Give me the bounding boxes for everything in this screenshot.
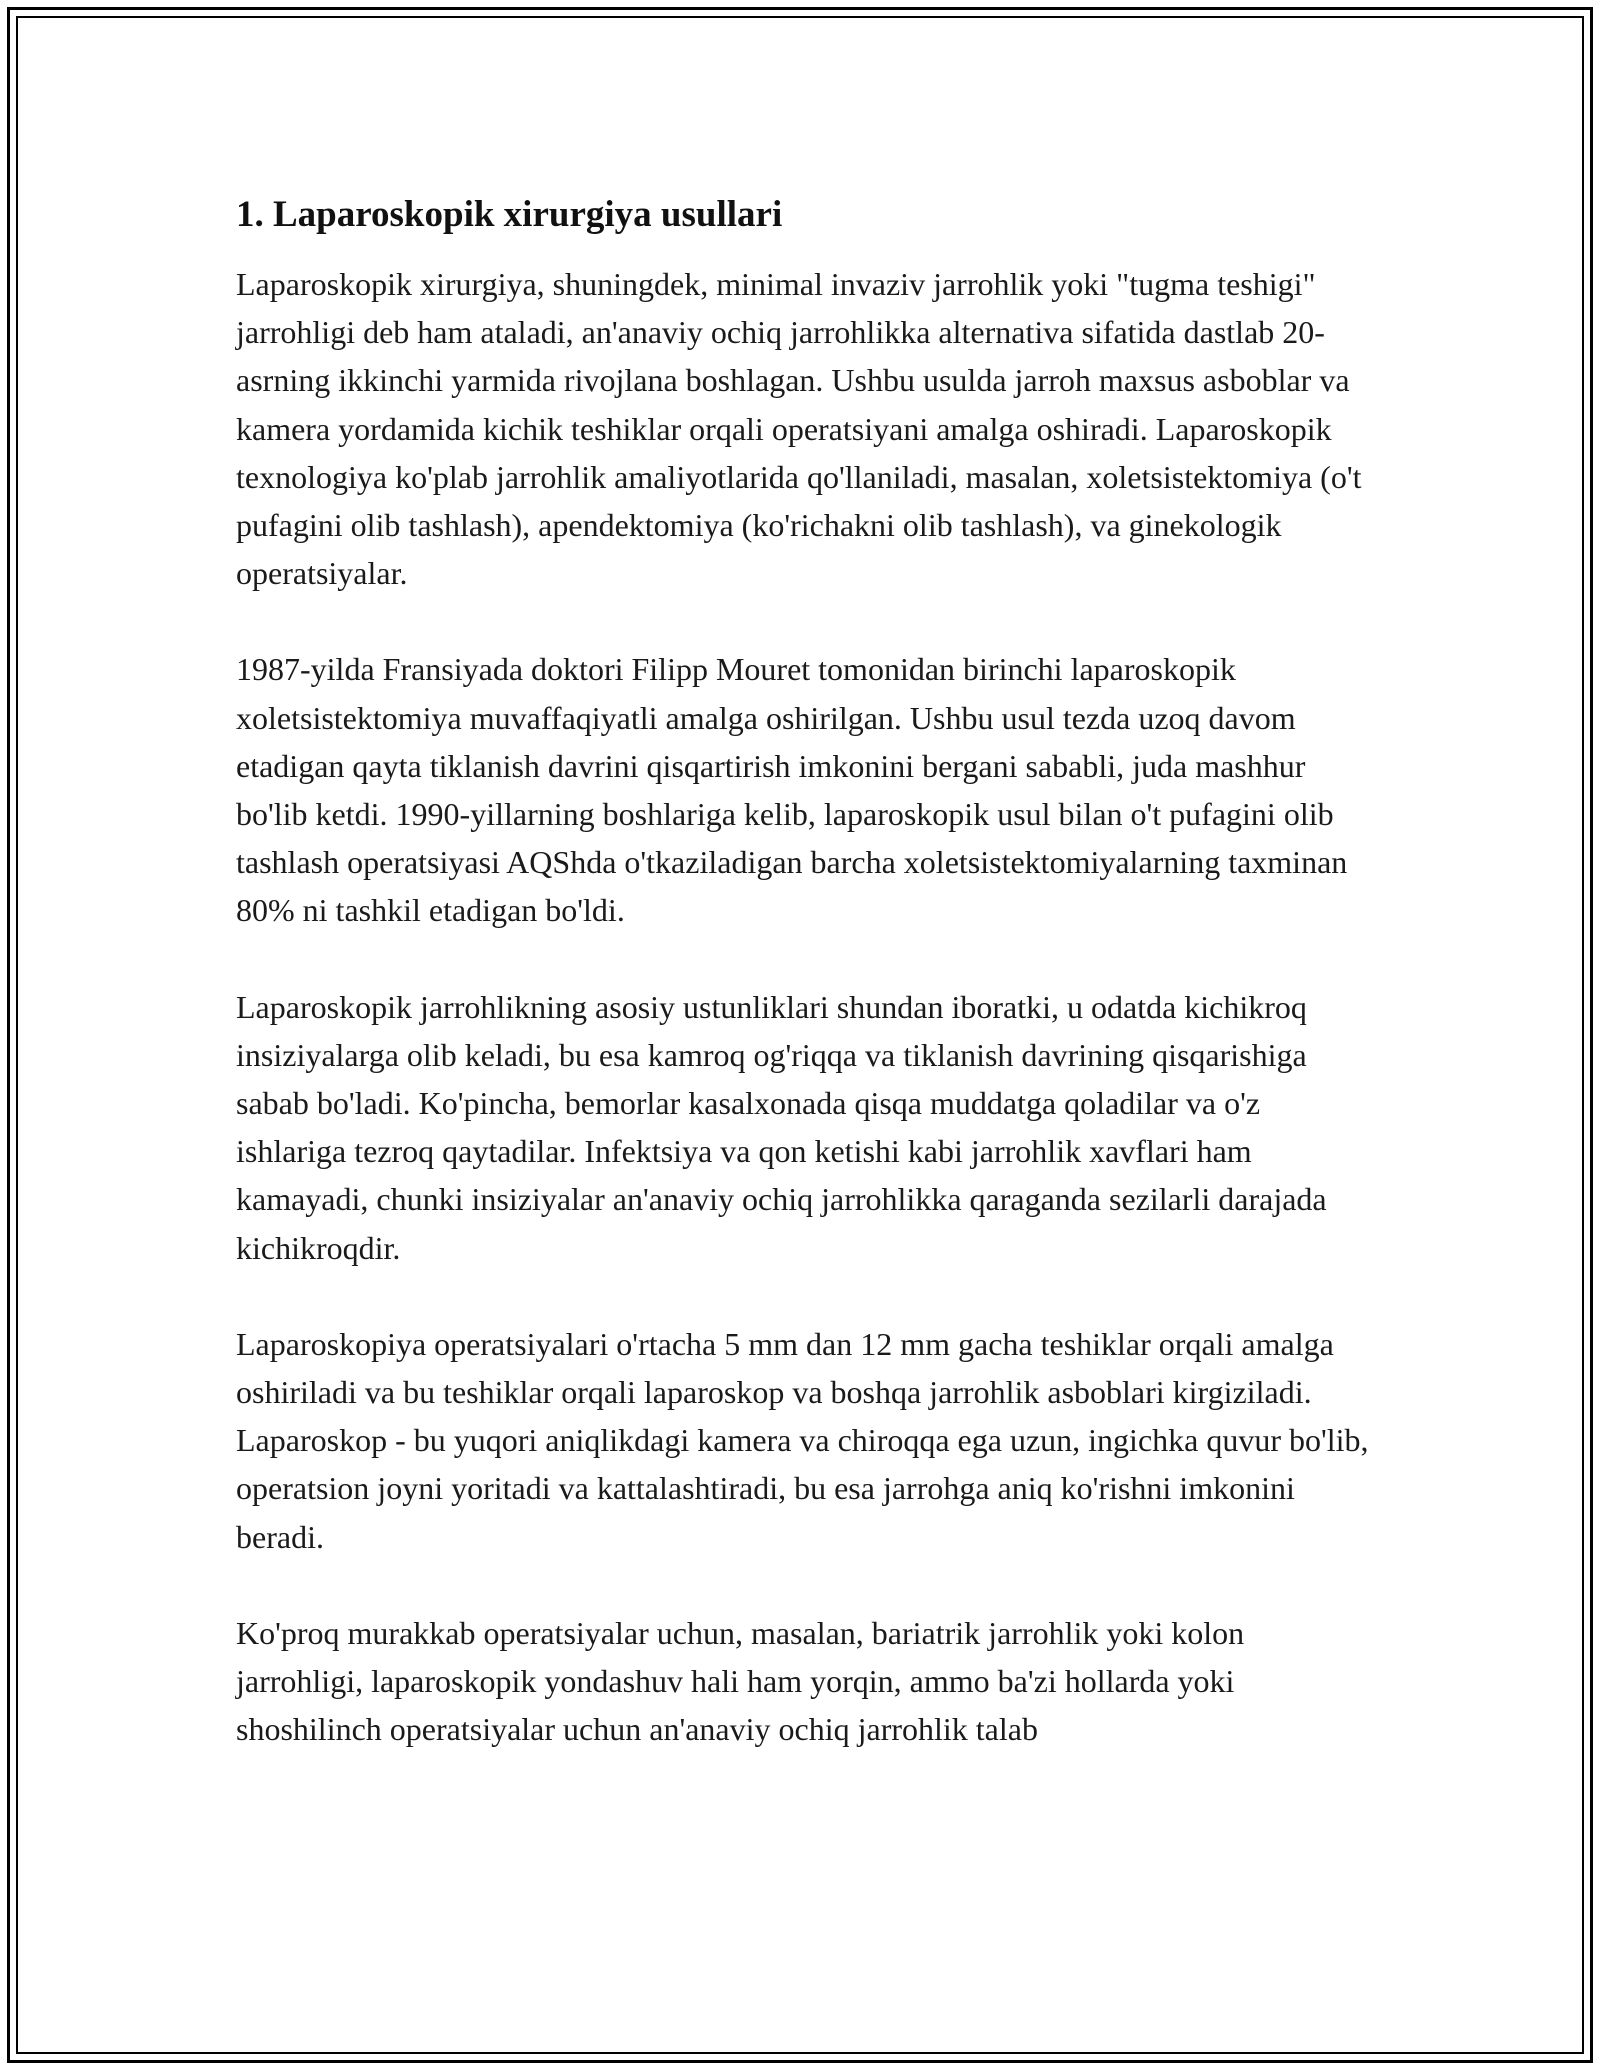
paragraph-technique: Laparoskopiya operatsiyalari o'rtacha 5 mm dan 12 mm gacha teshiklar orqali amalga oshiriladi va bu teshiklar orqali laparoskop va boshqa jarrohlik asboblari kirgiziladi. Laparoskop - bu yuqori aniqlikdagi kamera va chiroqqa ega uzun, ingichka quvur bo'lib, operatsion joyni yoritadi va kattalashtiradi, bu esa jarrohga aniq ko'rishni imkonini beradi.: [236, 1325, 1369, 1555]
document-body: [236, 190, 1376, 1801]
paragraph-intro: Laparoskopik xirurgiya, shuningdek, minimal invaziv jarrohlik yoki "tugma teshigi" jarrohligi deb ham ataladi, an'anaviy ochiq jarrohlikka alternativa sifatida dastlab 20-asrning ikkinchi yarmida rivojlana boshlagan. Ushbu usulda jarroh maxsus asboblar va kamera yordamida kichik teshiklar orqali operatsiyani amalga oshiradi. Laparoskopik texnologiya ko'plab jarrohlik amaliyotlarida qo'llaniladi, masalan, xoletsistektomiya (o't pufagini olib tashlash), apendektomiya (ko'richakni olib tashlash), va ginekologik operatsiyalar.: [236, 266, 1362, 592]
section-title: 1. Laparoskopik xirurgiya usullari: [236, 194, 783, 235]
paragraph-history: 1987-yilda Fransiyada doktori Filipp Mouret tomonidan birinchi laparoskopik xoletsistektomiya muvaffaqiyatli amalga oshirilgan. Ushbu usul tezda uzoq davom etadigan qayta tiklanish davrini qisqartirish imkonini bergani sababli, juda mashhur bo'lib ketdi. 1990-yillarning boshlariga kelib, laparoskopik usul bilan o't pufagini olib tashlash operatsiyasi AQShda o'tkaziladigan barcha xoletsistektomiyalarning taxminan 80% ni tashkil etadigan bo'ldi.: [236, 651, 1348, 929]
paragraph-complex-operations: Ko'proq murakkab operatsiyalar uchun, masalan, bariatrik jarrohlik yoki kolon jarrohligi, laparoskopik yondashuv hali ham yorqin, ammo ba'zi hollarda yoki shoshilinch operatsiyalar uchun an'anaviy ochiq jarrohlik talab: [236, 1614, 1245, 1748]
paragraph-advantages: Laparoskopik jarrohlikning asosiy ustunliklari shundan iboratki, u odatda kichikroq insiziyalarga olib keladi, bu esa kamroq og'riqqa va tiklanish davrining qisqarishiga sabab bo'ladi. Ko'pincha, bemorlar kasalxonada qisqa muddatga qoladilar va o'z ishlariga tezroq qaytadilar. Infektsiya va qon ketishi kabi jarrohlik xavflari ham kamayadi, chunki insiziyalar an'anaviy ochiq jarrohlikka qaraganda sezilarli darajada kichikroqdir.: [236, 988, 1327, 1266]
